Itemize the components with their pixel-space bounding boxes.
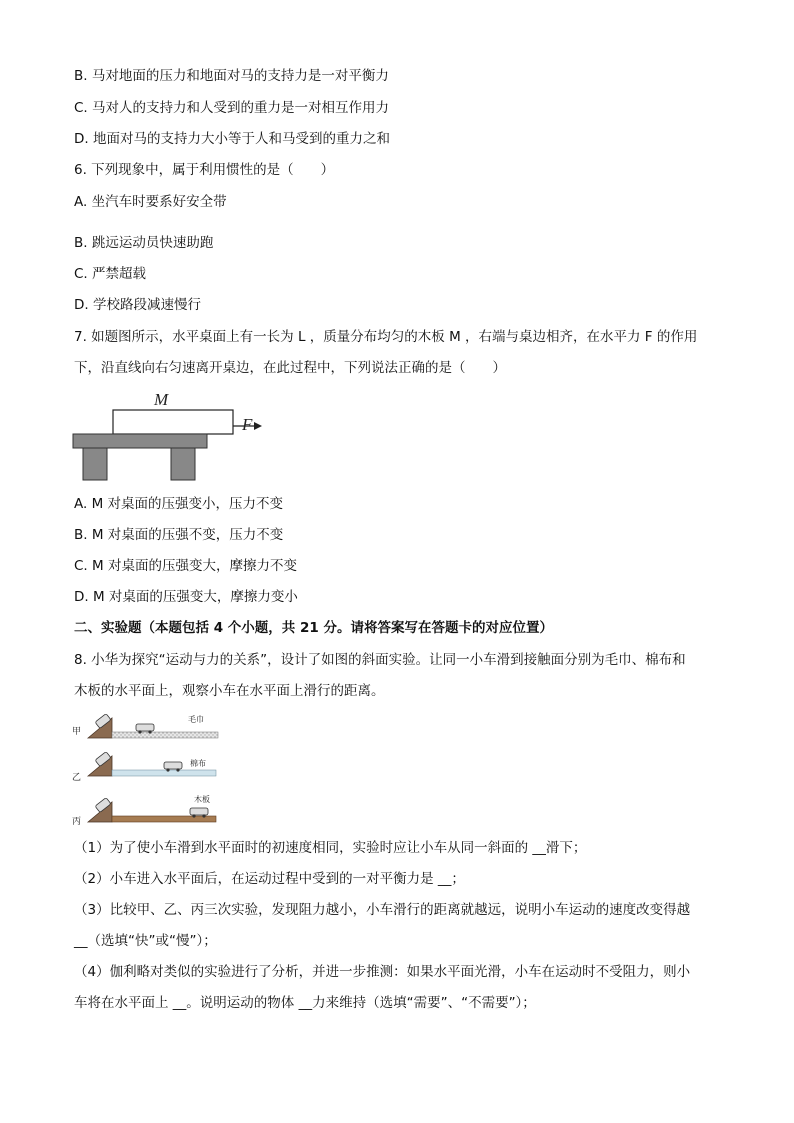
row-label-jia: 甲 [72,727,82,737]
force-arrow-head [254,422,262,430]
q7-stem-line2: 下，沿直线向右匀速离开桌边，在此过程中，下列说法正确的是（ ） [74,360,506,376]
q7-option-c: C. M 对桌面的压强变大，摩擦力不变 [74,558,297,574]
q8-stem-line1: 8. 小华为探究“运动与力的关系”，设计了如图的斜面实验。让同一小车滑到接触面分别为毛巾、棉布和 [74,652,686,668]
table-board-figure [70,388,270,484]
q8-sub4-line1: （4）伽利略对类似的实验进行了分析，并进一步推测：如果水平面光滑，小车在运动时不受阻力，则小 [74,964,691,980]
table-leg-left [83,448,107,480]
table-leg-right [171,448,195,480]
q6-option-c: C. 严禁超载 [74,266,147,282]
q5-option-b: B. 马对地面的压力和地面对马的支持力是一对平衡力 [74,68,389,84]
q7-option-b: B. M 对桌面的压强不变，压力不变 [74,527,284,543]
q8-sub2: （2）小车进入水平面后，在运动过程中受到的一对平衡力是 __； [74,871,465,887]
surface-label-cotton: 棉布 [190,759,206,768]
surface-label-wood: 木板 [194,795,210,804]
q6-option-b: B. 跳远运动员快速助跑 [74,235,214,251]
q8-sub3-line1: （3）比较甲、乙、丙三次实验，发现阻力越小，小车滑行的距离就越远，说明小车运动的速度改变得越 [74,902,691,918]
q7-option-d: D. M 对桌面的压强变大，摩擦力变小 [74,589,298,605]
incline-experiment-figure [70,708,230,832]
board-m [113,410,233,434]
force-label: F [242,415,253,434]
q7-stem-line1: 7. 如题图所示，水平桌面上有一长为 L ，质量分布均匀的木板 M ，右端与桌边相齐，在水平力 F 的作用 [74,329,698,345]
q8-sub1: （1）为了使小车滑到水平面时的初速度相同，实验时应让小车从同一斜面的 __滑下； [74,840,587,856]
table-top [73,434,207,448]
q6-option-d: D. 学校路段减速慢行 [74,297,201,313]
q6-option-a: A. 坐汽车时要系好安全带 [74,194,227,210]
row-label-yi: 乙 [72,773,82,783]
board-label: M [154,390,169,409]
surface-label-towel: 毛巾 [188,715,204,724]
table-board-diagram [70,388,270,484]
q8-stem-line2: 木板的水平面上，观察小车在水平面上滑行的距离。 [74,683,385,699]
q8-sub3-line2: __（选填“快”或“慢”）； [74,933,217,949]
q7-option-a: A. M 对桌面的压强变小，压力不变 [74,496,284,512]
q5-option-d: D. 地面对马的支持力大小等于人和马受到的重力之和 [74,131,390,147]
q6-stem: 6. 下列现象中，属于利用惯性的是（ ） [74,162,335,178]
q8-sub4-line2: 车将在水平面上 __。说明运动的物体 __力来维持（选填“需要”、“不需要”）； [74,995,536,1011]
section-heading: 二、实验题（本题包括 4 个小题，共 21 分。请将答案写在答题卡的对应位置） [74,620,553,636]
q5-option-c: C. 马对人的支持力和人受到的重力是一对相互作用力 [74,100,390,116]
row-label-bing: 丙 [72,817,82,827]
incline-experiment-diagram [70,708,230,832]
